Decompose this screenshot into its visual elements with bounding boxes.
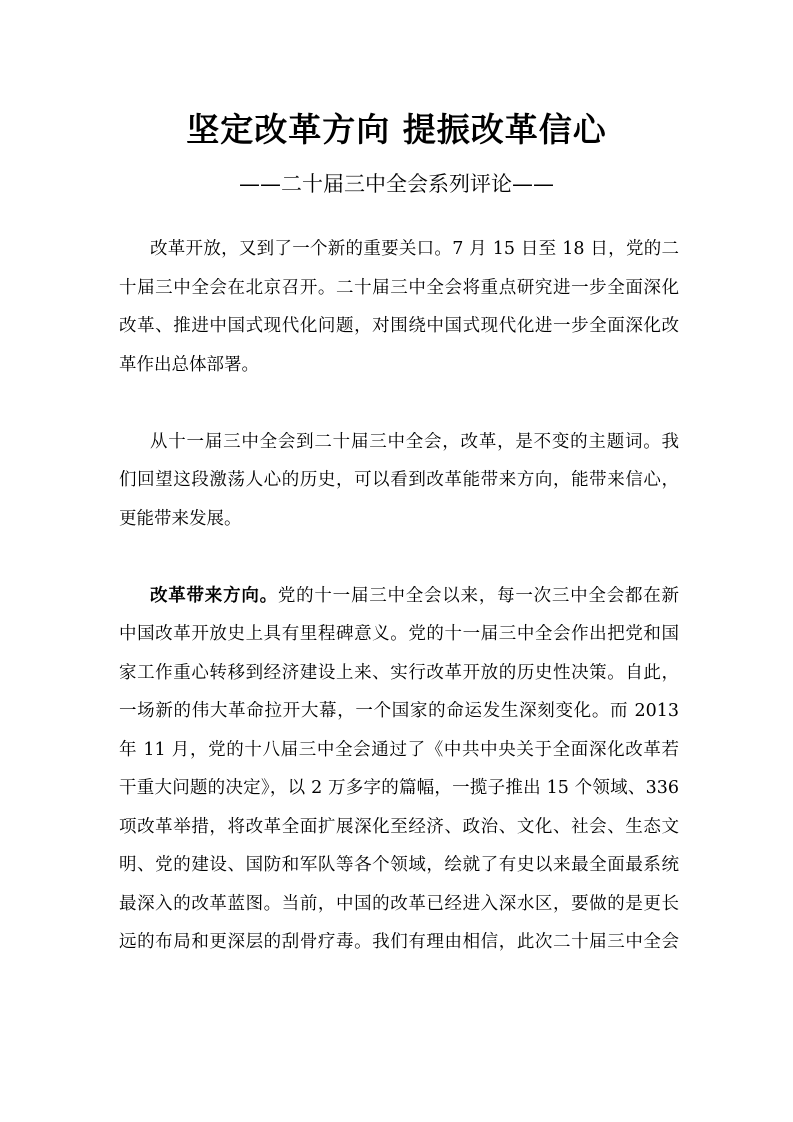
paragraph-line-text: 党的十一届三中全会以来，每一次三中全会都在新: [277, 585, 679, 606]
paragraph-line: 远的布局和更深层的刮骨疗毒。我们有理由相信，此次二十届三中全会: [119, 932, 679, 952]
paragraph-2: [119, 423, 679, 539]
paragraph-line: 一场新的伟大革命拉开大幕，一个国家的命运发生深刻变化。而 2013: [119, 701, 679, 721]
paragraph-line: 最深入的改革蓝图。当前，中国的改革已经进入深水区，要做的是更长: [119, 893, 679, 914]
document-title: 坚定改革方向 提振改革信心: [186, 110, 607, 149]
paragraph-line: 家工作重心转移到经济建设上来、实行改革开放的历史性决策。自此，: [119, 662, 679, 683]
paragraph-3: [119, 577, 679, 962]
document-body: [119, 230, 679, 1000]
paragraph-line: 明、党的建设、国防和军队等各个领域，绘就了有史以来最全面最系统: [119, 855, 679, 875]
paragraph-line: 们回望这段激荡人心的历史，可以看到改革能带来方向，能带来信心，: [119, 470, 679, 490]
paragraph-line: [119, 577, 679, 616]
paragraph-line: 革作出总体部署。: [119, 354, 259, 375]
paragraph-line: 十届三中全会在北京召开。二十届三中全会将重点研究进一步全面深化: [119, 277, 679, 298]
paragraph-lead: 改革带来方向。: [150, 585, 278, 606]
paragraph-line: 干重大问题的决定》，以 2 万多字的篇幅，一揽子推出 15 个领域、336: [119, 778, 679, 798]
paragraph-line: 改革开放，又到了一个新的重要关口。7 月 15 日至 18 日，党的二: [150, 239, 679, 259]
paragraph-line: 中国改革开放史上具有里程碑意义。党的十一届三中全会作出把党和国: [119, 624, 679, 644]
paragraph-line: 从十一届三中全会到二十届三中全会，改革，是不变的主题词。我: [150, 431, 679, 452]
paragraph-1: [119, 230, 679, 384]
paragraph-line: 改革、推进中国式现代化问题，对围绕中国式现代化进一步全面深化改: [119, 316, 679, 336]
paragraph-line: 更能带来发展。: [119, 508, 242, 529]
paragraph-line: 年 11 月，党的十八届三中全会通过了《中共中央关于全面深化改革若: [119, 739, 679, 760]
paragraph-line: 项改革举措，将改革全面扩展深化至经济、政治、文化、社会、生态文: [119, 816, 679, 837]
document-subtitle: ——二十届三中全会系列评论——: [239, 172, 554, 196]
